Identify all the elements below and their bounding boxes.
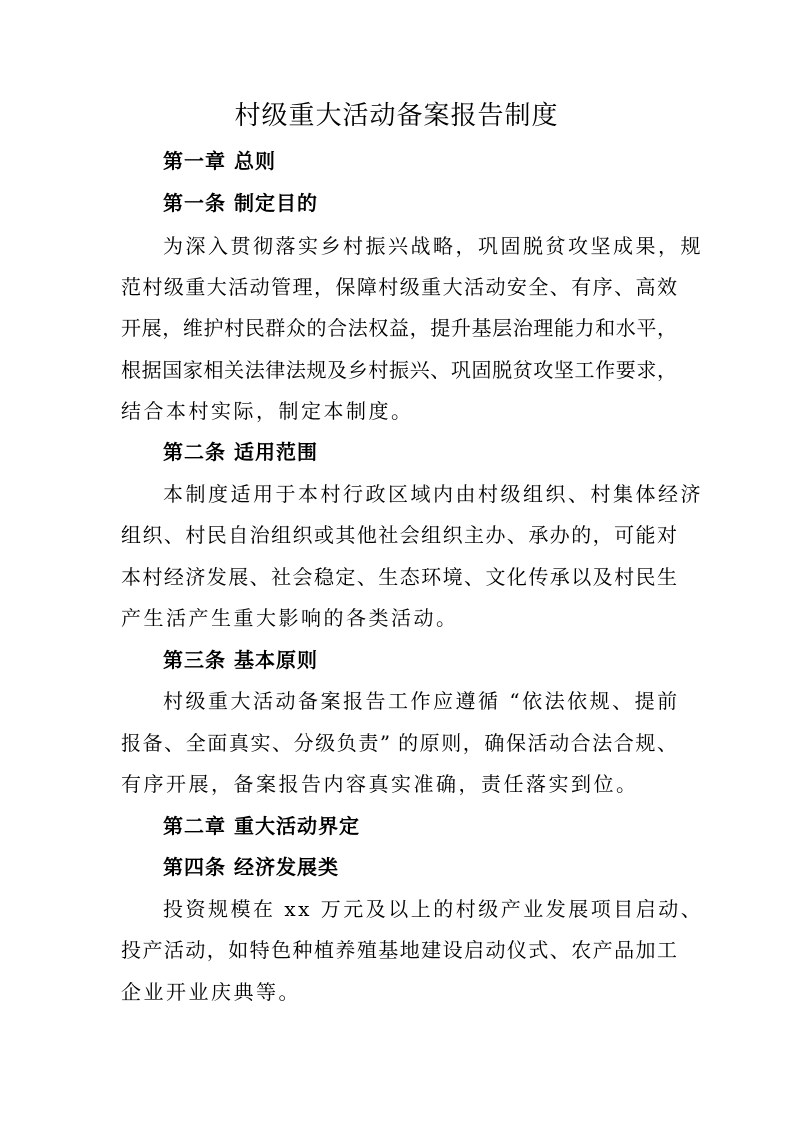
paragraph-line: 本村经济发展、社会稳定、生态环境、文化传承以及村民生 (121, 565, 677, 589)
paragraph-line: 投资规模在 xx 万元及以上的村级产业发展项目启动、 (163, 897, 704, 921)
paragraph-line: 结合本村实际，制定本制度。 (121, 399, 414, 423)
paragraph-line: 开展，维护村民群众的合法权益，提升基层治理能力和水平， (121, 316, 677, 340)
article-heading: 第一条 制定目的 (163, 191, 318, 215)
paragraph-line: 报备、全面真实、分级负责” 的原则，确保活动合法合规、 (121, 731, 677, 755)
paragraph-line: 根据国家相关法律法规及乡村振兴、巩固脱贫攻坚工作要求， (121, 358, 677, 382)
paragraph-line: 村级重大活动备案报告工作应遵循 “依法依规、提前 (163, 689, 680, 713)
paragraph-line: 组织、村民自治组织或其他社会组织主办、承办的，可能对 (121, 523, 677, 547)
paragraph-line: 产生活产生重大影响的各类活动。 (121, 606, 459, 630)
chapter-heading: 第二章 重大活动界定 (163, 814, 360, 838)
paragraph-line: 投产活动，如特色种植养殖基地建设启动仪式、农产品加工 (121, 938, 677, 962)
article-heading: 第三条 基本原则 (163, 648, 318, 672)
paragraph-line: 本制度适用于本村行政区域内由村级组织、村集体经济 (163, 482, 703, 506)
paragraph-line: 企业开业庆典等。 (121, 980, 301, 1004)
article-heading: 第二条 适用范围 (163, 440, 318, 464)
paragraph-line: 范村级重大活动管理，保障村级重大活动安全、有序、高效 (121, 275, 677, 299)
chapter-heading: 第一章 总则 (163, 149, 276, 173)
paragraph-line: 为深入贯彻落实乡村振兴战略，巩固脱贫攻坚成果，规 (163, 234, 703, 258)
paragraph-line: 有序开展，备案报告内容真实准确，责任落实到位。 (121, 772, 639, 796)
article-heading: 第四条 经济发展类 (163, 855, 339, 879)
document-title: 村级重大活动备案报告制度 (234, 101, 559, 131)
